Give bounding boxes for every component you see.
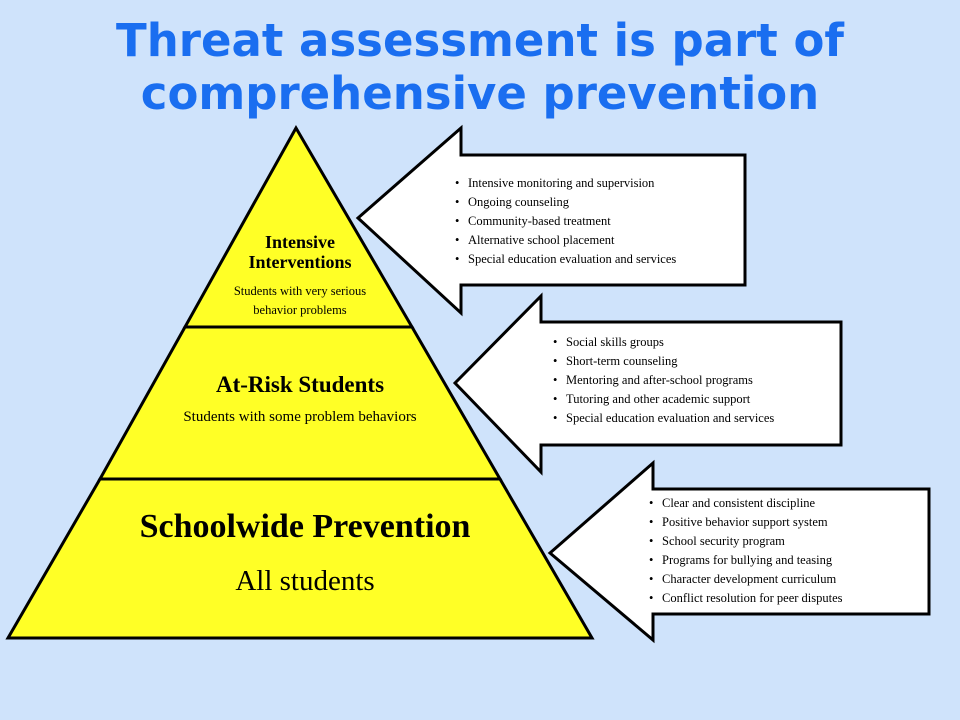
arrow-bottom-list [649,494,843,608]
tier-middle-title: At-Risk Students [215,372,385,397]
slide-title-line-1: Threat assessment is part of [116,14,844,67]
list-item: • School security program [649,532,843,551]
tier-bottom-title: Schoolwide Prevention [139,508,471,545]
arrow-top-list [455,174,676,269]
list-item: • Ongoing counseling [455,193,676,212]
tier-top-description-line-2: behavior problems [253,303,347,317]
slide-title-line-2: comprehensive prevention [140,67,820,120]
tier-bottom-label [60,505,550,599]
list-item: • Clear and consistent discipline [649,494,843,513]
list-item: • Community-based treatment [455,212,676,231]
list-item: • Social skills groups [553,333,774,352]
list-item: • Alternative school placement [455,231,676,250]
tier-middle-description: Students with some problem behaviors [183,409,417,425]
tier-middle-label [130,370,470,427]
list-item: • Short-term counseling [553,352,774,371]
list-item: • Character development curriculum [649,570,843,589]
list-item: • Tutoring and other academic support [553,390,774,409]
list-item: • Positive behavior support system [649,513,843,532]
tier-top-label [200,232,400,320]
tier-top-title-line-1: Intensive [264,232,335,252]
list-item: • Mentoring and after-school programs [553,371,774,390]
tier-top-description-line-1: Students with very serious [233,284,367,298]
list-item: • Intensive monitoring and supervision [455,174,676,193]
list-item: • Programs for bullying and teasing [649,551,843,570]
tier-top-title-line-2: Interventions [248,252,352,272]
arrow-middle-list [553,333,774,428]
list-item: • Special education evaluation and services [455,250,676,269]
tier-bottom-description: All students [235,565,375,597]
list-item: • Special education evaluation and services [553,409,774,428]
list-item: • Conflict resolution for peer disputes [649,589,843,608]
